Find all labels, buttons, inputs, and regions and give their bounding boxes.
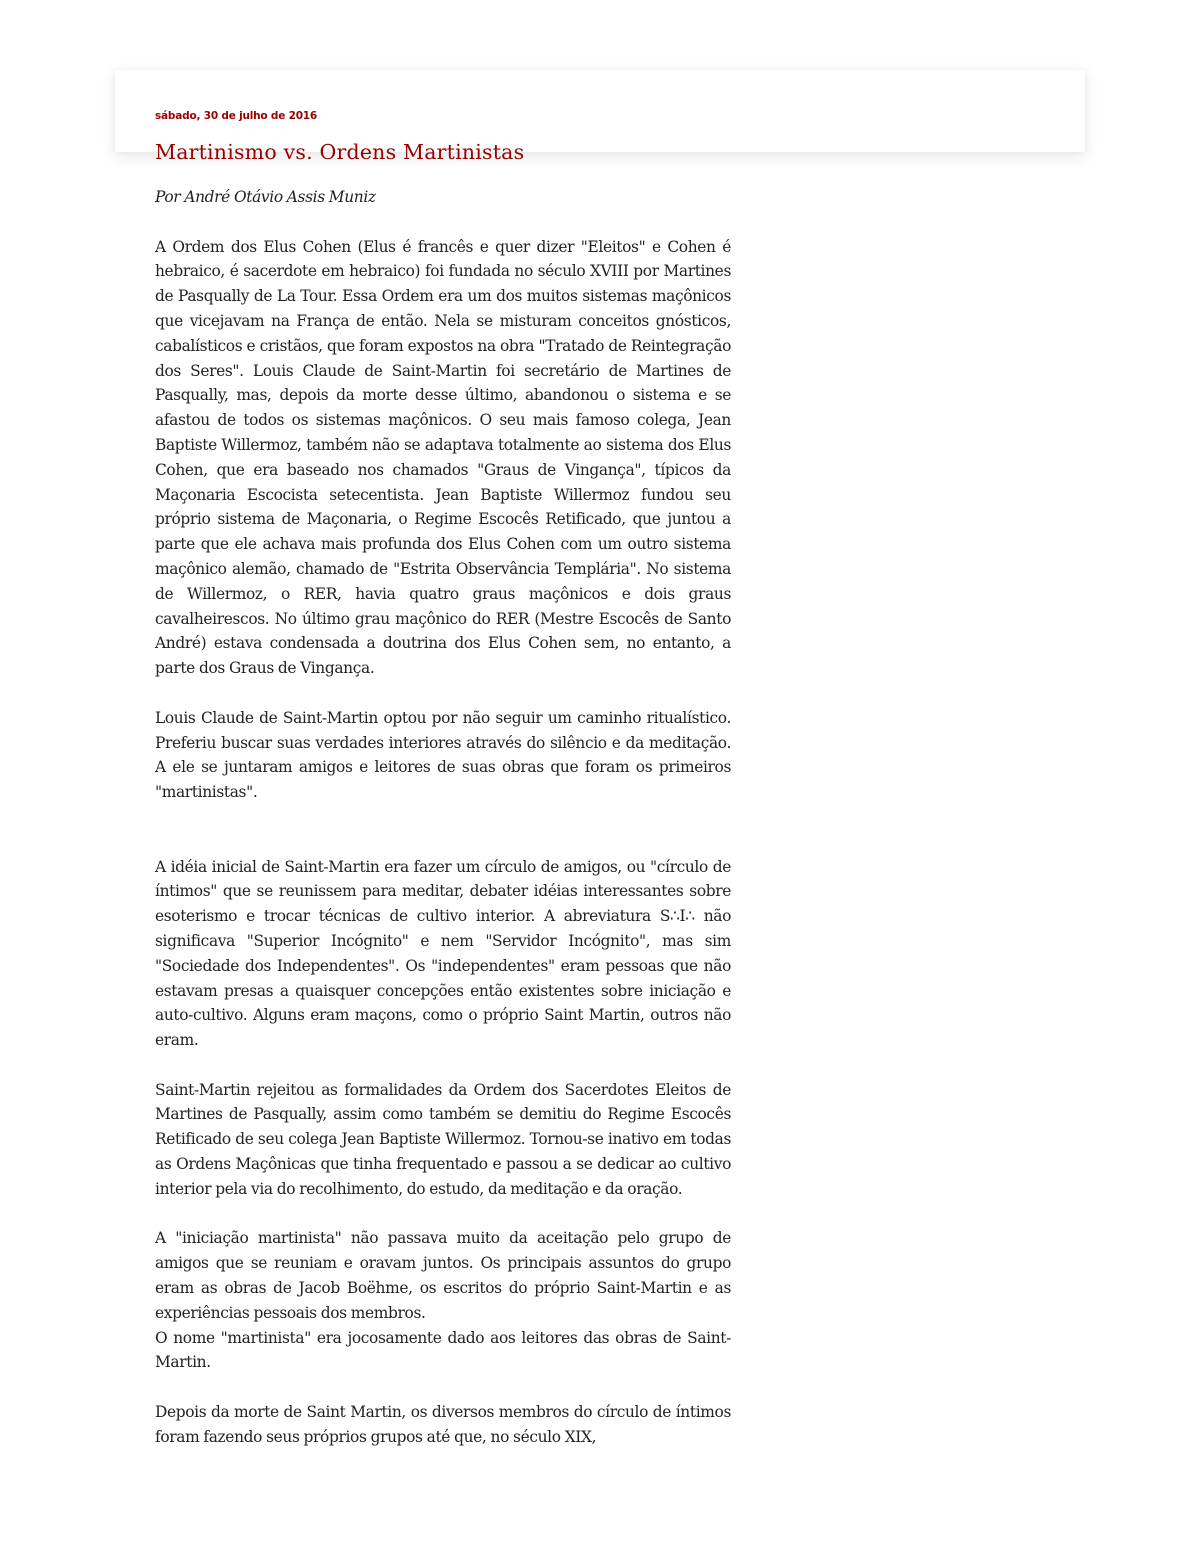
post-paragraph: A idéia inicial de Saint-Martin era fazer um círculo de amigos, ou "círculo de íntimos" que se reunissem para meditar, debater idéias interessantes sobre esoterismo e trocar técnicas de cultivo interior. A abreviatura S∴I∴ não significava "Superior Incógnito" e nem "Servidor Incógnito", mas sim "Sociedade dos Independentes". Os "independentes" eram pessoas que não estavam presas a quaisquer concepções então existentes sobre iniciação e auto-cultivo. Alguns eram maçons, como o próprio Saint Martin, outros não eram. (155, 857, 731, 1050)
post-paragraph: Louis Claude de Saint-Martin optou por não seguir um caminho ritualístico. Preferiu buscar suas verdades interiores através do silêncio e da meditação. A ele se juntaram amigos e leitores de suas obras que foram os primeiros "martinistas". (155, 708, 731, 802)
post-body (155, 185, 731, 1474)
post-paragraph: A Ordem dos Elus Cohen (Elus é francês e quer dizer "Eleitos" e Cohen é hebraico, é sacerdote em hebraico) foi fundada no século XVIII por Martines de Pasqually de La Tour. Essa Ordem era um dos muitos sistemas maçônicos que vicejavam na França de então. Nela se misturam conceitos gnósticos, cabalísticos e cristãos, que foram expostos na obra "Tratado de Reintegração dos Seres". Louis Claude de Saint-Martin foi secretário de Martines de Pasqually, mas, depois da morte desse último, abandonou o sistema e se afastou de todos os sistemas maçônicos. O seu mais famoso colega, Jean Baptiste Willermoz, também não se adaptava totalmente ao sistema dos Elus Cohen, que era baseado nos chamados "Graus de Vingança", típicos da Maçonaria Escocista setecentista. Jean Baptiste Willermoz fundou seu próprio sistema de Maçonaria, o Regime Escocês Retificado, que juntou a parte que ele achava mais profunda dos Elus Cohen com um outro sistema maçônico alemão, chamado de "Estrita Observância Templária". No sistema de Willermoz, o RER, havia quatro graus maçônicos e dois graus cavalheirescos. No último grau maçônico do RER (Mestre Escocês de Santo André) estava condensada a doutrina dos Elus Cohen sem, no entanto, a parte dos Graus de Vingança. (155, 237, 731, 678)
post-title[interactable]: Martinismo vs. Ordens Martinistas (155, 140, 525, 164)
post-paragraph: A "iniciação martinista" não passava muito da aceitação pelo grupo de amigos que se reuniam e oravam juntos. Os principais assuntos do grupo eram as obras de Jacob Boëhme, os escritos do próprio Saint-Martin e as experiências pessoais dos membros. (155, 1229, 731, 1322)
post-paragraph: O nome "martinista" era jocosamente dado aos leitores das obras de Saint-Martin. (155, 1328, 731, 1372)
post-paragraph: Saint-Martin rejeitou as formalidades da Ordem dos Sacerdotes Eleitos de Martines de Pasqually, assim como também se demitiu do Regime Escocês Retificado de seu colega Jean Baptiste Willermoz. Tornou-se inativo em todas as Ordens Maçônicas que tinha frequentado e passou a se dedicar ao cultivo interior pela via do recolhimento, do estudo, da meditação e da oração. (155, 1080, 731, 1198)
post-date: sábado, 30 de julho de 2016 (155, 110, 318, 122)
post-paragraph: Depois da morte de Saint Martin, os diversos membros do círculo de íntimos foram fazendo seus próprios grupos até que, no século XIX, (155, 1403, 731, 1446)
post-author: Por André Otávio Assis Muniz (155, 188, 376, 206)
